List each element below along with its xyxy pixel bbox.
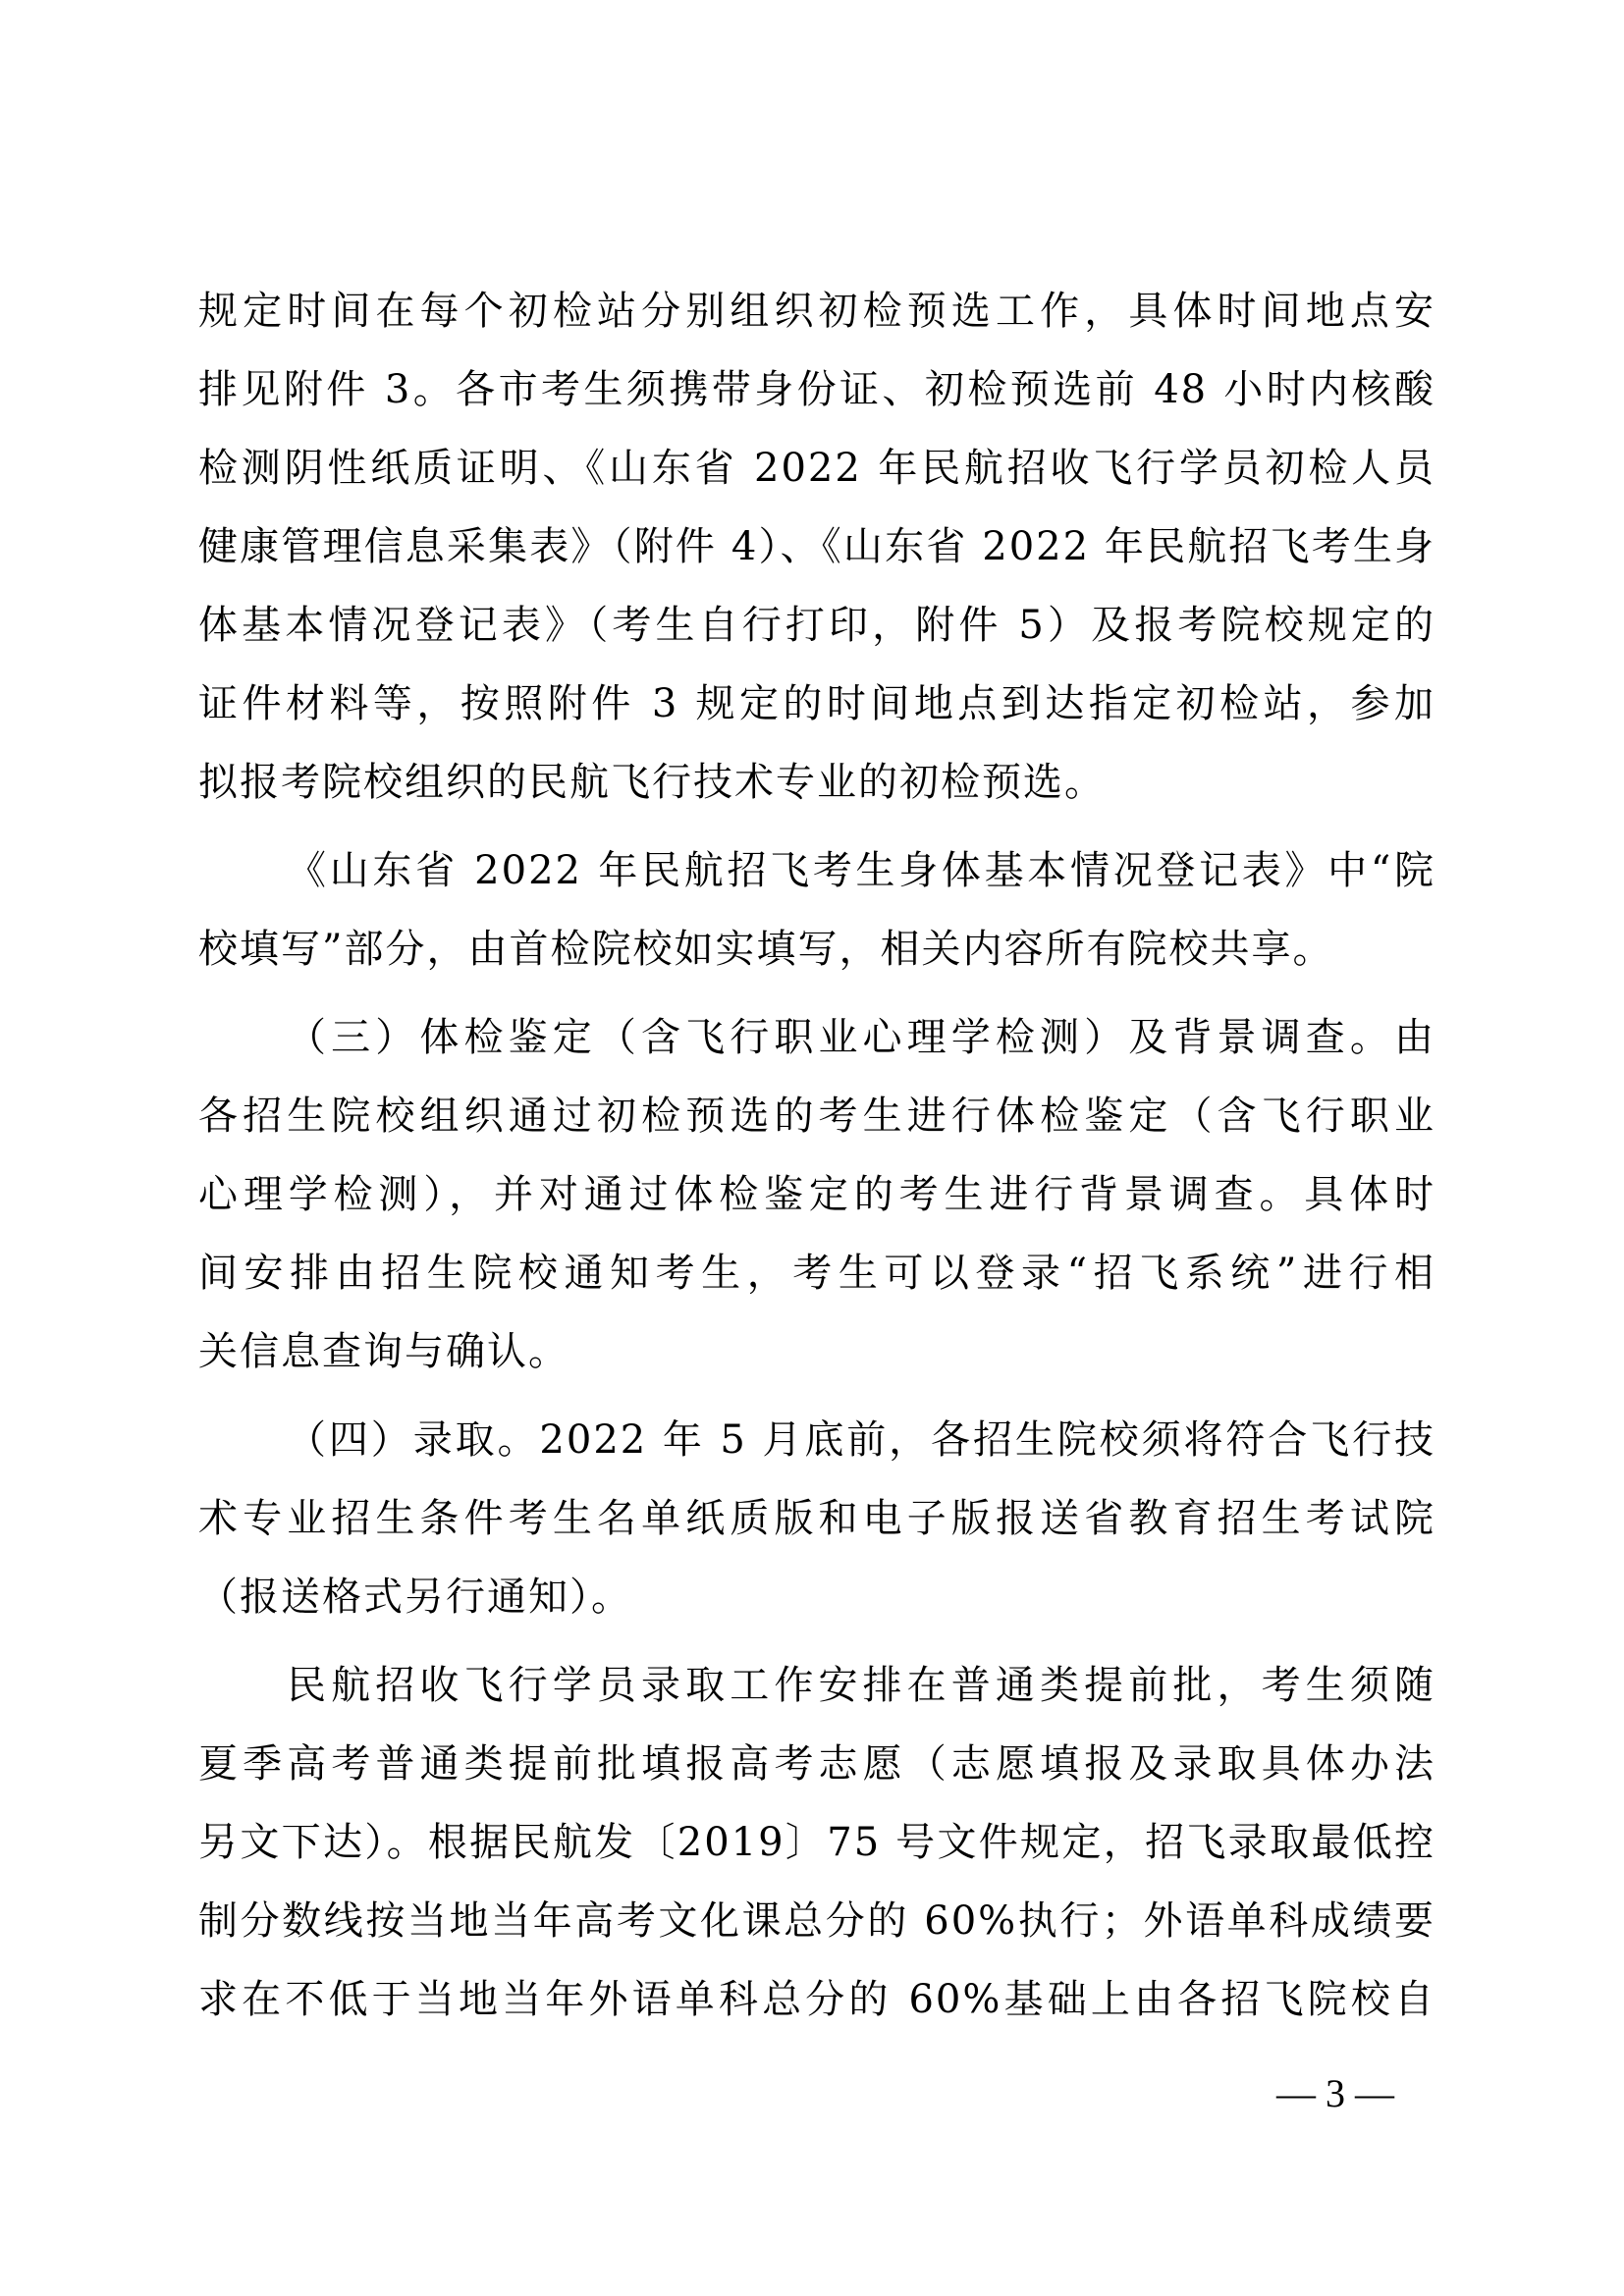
section-heading-line: （三）体检鉴定（含飞行职业心理学检测）及背景调查。由 xyxy=(287,1015,1435,1060)
paragraph-line: 证件材料等，按照附件 3 规定的时间地点到达指定初检站，参加 xyxy=(198,681,1435,726)
paragraph-line: 各招生院校组织通过初检预选的考生进行体检鉴定（含飞行职业 xyxy=(198,1094,1435,1139)
page-number: — 3 — xyxy=(1276,2071,1394,2115)
paragraph-line: 关信息查询与确认。 xyxy=(198,1329,569,1374)
paragraph-line: 健康管理信息采集表》（附件 4）、《山东省 2022 年民航招飞考生身 xyxy=(198,524,1435,569)
paragraph-line: 制分数线按当地当年高考文化课总分的 60%执行；外语单科成绩要 xyxy=(198,1898,1435,1944)
paragraph-line: 排见附件 3。各市考生须携带身份证、初检预选前 48 小时内核酸 xyxy=(198,367,1435,412)
paragraph-line: 拟报考院校组织的民航飞行技术专业的初检预选。 xyxy=(198,760,1106,805)
paragraph-line: 校填写”部分，由首检院校如实填写，相关内容所有院校共享。 xyxy=(198,927,1334,972)
paragraph-line: 间安排由招生院校通知考生，考生可以登录“招飞系统”进行相 xyxy=(198,1251,1435,1296)
paragraph-line: （报送格式另行通知）。 xyxy=(198,1575,632,1620)
paragraph-line: 术专业招生条件考生名单纸质版和电子版报送省教育招生考试院 xyxy=(198,1496,1435,1541)
paragraph-first-line: 民航招收飞行学员录取工作安排在普通类提前批，考生须随 xyxy=(287,1663,1435,1708)
paragraph-line: 另文下达）。根据民航发〔2019〕75 号文件规定，招飞录取最低控 xyxy=(198,1820,1435,1865)
paragraph-line: 检测阴性纸质证明、《山东省 2022 年民航招收飞行学员初检人员 xyxy=(198,446,1435,491)
section-heading-line: （四）录取。2022 年 5 月底前，各招生院校须将符合飞行技 xyxy=(287,1417,1435,1463)
paragraph-line: 规定时间在每个初检站分别组织初检预选工作，具体时间地点安 xyxy=(198,289,1435,334)
paragraph-first-line: 《山东省 2022 年民航招飞考生身体基本情况登记表》中“院 xyxy=(287,848,1435,893)
paragraph-line: 求在不低于当地当年外语单科总分的 60%基础上由各招飞院校自 xyxy=(198,1977,1435,2022)
paragraph-line: 体基本情况登记表》（考生自行打印，附件 5）及报考院校规定的 xyxy=(198,603,1435,648)
paragraph-line: 心理学检测），并对通过体检鉴定的考生进行背景调查。具体时 xyxy=(198,1172,1435,1217)
paragraph-line: 夏季高考普通类提前批填报高考志愿（志愿填报及录取具体办法 xyxy=(198,1741,1435,1787)
